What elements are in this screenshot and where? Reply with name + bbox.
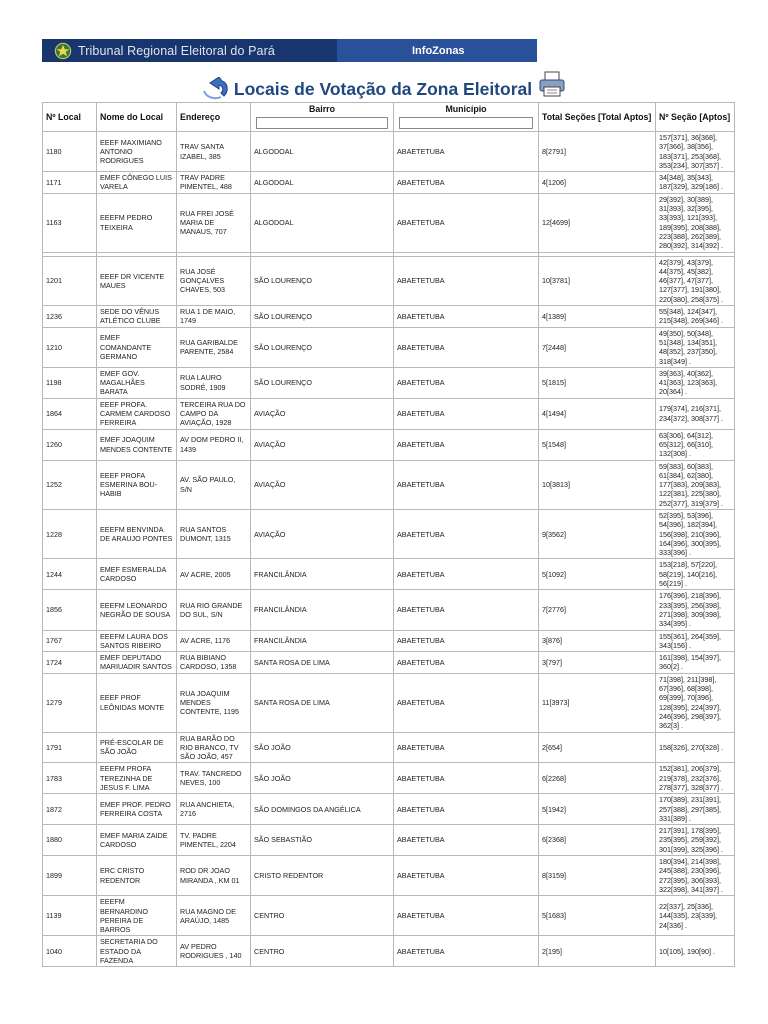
cell-municipio: ABAETETUBA (394, 763, 539, 794)
cell-bairro: SÃO LOURENÇO (251, 256, 394, 305)
cell-total: 4[1389] (539, 306, 656, 328)
cell-municipio: ABAETETUBA (394, 193, 539, 252)
cell-municipio: ABAETETUBA (394, 460, 539, 509)
cell-local: 1260 (43, 429, 97, 460)
infozonas-tab[interactable]: InfoZonas (337, 39, 537, 62)
cell-secao: 157[371], 36[368], 37[366], 38[356], 183[371], 253[368], 353[234], 307[357] . (656, 132, 735, 172)
cell-bairro: AVIAÇÃO (251, 429, 394, 460)
cell-endereco: TRAV. TANCREDO NEVES, 100 (177, 763, 251, 794)
table-row (43, 429, 735, 460)
cell-bairro: FRANCILÂNDIA (251, 559, 394, 590)
cell-bairro: ALGODOAL (251, 132, 394, 172)
page-heading (0, 72, 768, 106)
cell-total: 5[1942] (539, 794, 656, 825)
cell-nome: EMEF JOAQUIM MENDES CONTENTE (97, 429, 177, 460)
cell-bairro: AVIAÇÃO (251, 460, 394, 509)
cell-municipio: ABAETETUBA (394, 559, 539, 590)
cell-local: 1724 (43, 652, 97, 674)
cell-endereco: AV. SÃO PAULO, S/N (177, 460, 251, 509)
cell-secao: 29[392], 30[389], 31[393], 32[395], 33[393], 121[393], 189[395], 208[388], 223[388], 262[389], 280[392], 314[392] . (656, 193, 735, 252)
cell-municipio: ABAETETUBA (394, 896, 539, 936)
table-row (43, 630, 735, 652)
table-row (43, 256, 735, 305)
cell-endereco: RUA BARÃO DO RIO BRANCO, TV SÃO JOÃO, 457 (177, 732, 251, 763)
cell-municipio: ABAETETUBA (394, 856, 539, 896)
cell-total: 10[3813] (539, 460, 656, 509)
cell-bairro: CRISTO REDENTOR (251, 856, 394, 896)
cell-local: 1244 (43, 559, 97, 590)
cell-bairro: SANTA ROSA DE LIMA (251, 652, 394, 674)
table-row (43, 460, 735, 509)
cell-bairro: SANTA ROSA DE LIMA (251, 673, 394, 732)
cell-local: 1880 (43, 825, 97, 856)
cell-municipio: ABAETETUBA (394, 306, 539, 328)
cell-nome: SECRETARIA DO ESTADO DA FAZENDA (97, 936, 177, 967)
cell-secao: 49[350], 50[348], 51[348], 134[351], 48[352], 237[350], 318[349] . (656, 327, 735, 367)
cell-endereco: AV ACRE, 2005 (177, 559, 251, 590)
cell-local: 1791 (43, 732, 97, 763)
table-header-row (43, 103, 735, 132)
table-row (43, 172, 735, 194)
cell-municipio: ABAETETUBA (394, 509, 539, 558)
cell-endereco: RUA RIO GRANDE DO SUL, S/N (177, 590, 251, 630)
cell-secao: 34[348], 35[343], 187[329], 329[186] . (656, 172, 735, 194)
municipio-filter-input[interactable] (399, 117, 533, 129)
table-row (43, 896, 735, 936)
header-total[interactable]: Total Seções [Total Aptos] (539, 103, 656, 132)
cell-municipio: ABAETETUBA (394, 132, 539, 172)
table-row (43, 794, 735, 825)
cell-secao: 152[381], 206[379], 219[378], 232[376], 278[377], 328[377] . (656, 763, 735, 794)
cell-municipio: ABAETETUBA (394, 794, 539, 825)
cell-municipio: ABAETETUBA (394, 172, 539, 194)
site-banner (42, 39, 537, 62)
cell-local: 1198 (43, 367, 97, 398)
cell-total: 10[3781] (539, 256, 656, 305)
header-secao[interactable]: Nº Seção [Aptos] (656, 103, 735, 132)
cell-local: 1767 (43, 630, 97, 652)
cell-total: 5[1548] (539, 429, 656, 460)
cell-local: 1899 (43, 856, 97, 896)
cell-total: 5[1092] (539, 559, 656, 590)
cell-secao: 63[306], 64[312], 65[312], 66[310], 132[308] . (656, 429, 735, 460)
cell-total: 2[195] (539, 936, 656, 967)
coat-of-arms-icon (54, 42, 72, 60)
cell-secao: 176[396], 218[396], 233[395], 256[398], 271[398], 309[398], 334[395] . (656, 590, 735, 630)
cell-nome: PRÉ-ESCOLAR DE SÃO JOÃO (97, 732, 177, 763)
cell-secao: 42[379], 43[379], 44[375], 45[382], 46[377], 47[377], 127[377], 191[380], 220[380], 258[375] . (656, 256, 735, 305)
cell-total: 9[3562] (539, 509, 656, 558)
cell-local: 1201 (43, 256, 97, 305)
cell-bairro: AVIAÇÃO (251, 398, 394, 429)
cell-municipio: ABAETETUBA (394, 256, 539, 305)
cell-bairro: SÃO LOURENÇO (251, 306, 394, 328)
cell-endereco: RUA FREI JOSÉ MARIA DE MANAUS, 707 (177, 193, 251, 252)
cell-secao: 158[326], 270[328] . (656, 732, 735, 763)
cell-nome: EEEF PROFA. CARMEM CARDOSO FERREIRA (97, 398, 177, 429)
cell-municipio: ABAETETUBA (394, 673, 539, 732)
header-endereco[interactable]: Endereço (177, 103, 251, 132)
header-nome[interactable]: Nome do Local (97, 103, 177, 132)
cell-municipio: ABAETETUBA (394, 732, 539, 763)
cell-municipio: ABAETETUBA (394, 429, 539, 460)
cell-local: 1228 (43, 509, 97, 558)
cell-nome: EEEF PROFA ESMERINA BOU-HABIB (97, 460, 177, 509)
cell-endereco: RUA ANCHIETA, 2716 (177, 794, 251, 825)
cell-bairro: SÃO JOÃO (251, 732, 394, 763)
cell-local: 1180 (43, 132, 97, 172)
cell-total: 12[4699] (539, 193, 656, 252)
table-row (43, 398, 735, 429)
table-row (43, 763, 735, 794)
cell-secao: 71[398], 211[398], 67[396], 68[398], 69[399], 70[396], 128[395], 224[397], 246[396], 298[397], 362[3] . (656, 673, 735, 732)
cell-nome: EMEF GOV. MAGALHÃES BARATA (97, 367, 177, 398)
cell-total: 8[3159] (539, 856, 656, 896)
cell-secao: 153[218], 57[220], 58[219], 140[216], 56[219] . (656, 559, 735, 590)
cell-nome: EMEF MARIA ZAIDE CARDOSO (97, 825, 177, 856)
cell-endereco: RUA JOAQUIM MENDES CONTENTE, 1195 (177, 673, 251, 732)
cell-secao: 155[361], 264[359], 343[156] . (656, 630, 735, 652)
cell-secao: 161[398], 154[397], 360[2] . (656, 652, 735, 674)
table-row (43, 825, 735, 856)
cell-local: 1279 (43, 673, 97, 732)
cell-nome: EEEF PROF LEÔNIDAS MONTE (97, 673, 177, 732)
cell-municipio: ABAETETUBA (394, 630, 539, 652)
cell-secao: 10[105], 190[90] . (656, 936, 735, 967)
table-row (43, 132, 735, 172)
table-row (43, 652, 735, 674)
cell-municipio: ABAETETUBA (394, 652, 539, 674)
cell-endereco: RUA MAGNO DE ARAÚJO, 1485 (177, 896, 251, 936)
table-row (43, 936, 735, 967)
cell-endereco: RUA LAURO SODRÉ, 1909 (177, 367, 251, 398)
cell-nome: EEEFM BERNARDINO PEREIRA DE BARROS (97, 896, 177, 936)
cell-endereco: TRAV PADRE PIMENTEL, 488 (177, 172, 251, 194)
cell-bairro: CENTRO (251, 896, 394, 936)
table-row (43, 306, 735, 328)
cell-nome: EMEF DEPUTADO MARIUADIR SANTOS (97, 652, 177, 674)
cell-municipio: ABAETETUBA (394, 825, 539, 856)
header-municipio (394, 103, 539, 132)
cell-secao: 55[348], 124[347], 215[348], 269[346] . (656, 306, 735, 328)
cell-nome: EMEF CÔNEGO LUIS VARELA (97, 172, 177, 194)
cell-total: 4[1206] (539, 172, 656, 194)
table-row (43, 559, 735, 590)
cell-total: 3[797] (539, 652, 656, 674)
table-body (43, 132, 735, 967)
cell-endereco: AV ACRE, 1176 (177, 630, 251, 652)
cell-total: 2[654] (539, 732, 656, 763)
cell-local: 1872 (43, 794, 97, 825)
cell-total: 7[2448] (539, 327, 656, 367)
cell-endereco: RUA BIBIANO CARDOSO, 1358 (177, 652, 251, 674)
cell-bairro: SÃO JOÃO (251, 763, 394, 794)
cell-nome: EEEFM BENVINDA DE ARAUJO PONTES (97, 509, 177, 558)
cell-endereco: RUA SANTOS DUMONT, 1315 (177, 509, 251, 558)
cell-endereco: RUA JOSÉ GONÇALVES CHAVES, 503 (177, 256, 251, 305)
cell-local: 1171 (43, 172, 97, 194)
table-row (43, 732, 735, 763)
cell-local: 1210 (43, 327, 97, 367)
cell-nome: SEDE DO VÊNUS ATLÉTICO CLUBE (97, 306, 177, 328)
cell-secao: 39[363], 40[362], 41[363], 123[363], 20[364] . (656, 367, 735, 398)
cell-endereco: RUA GARIBALDE PARENTE, 2584 (177, 327, 251, 367)
cell-nome: ERC CRISTO REDENTOR (97, 856, 177, 896)
cell-bairro: AVIAÇÃO (251, 509, 394, 558)
cell-total: 4[1494] (539, 398, 656, 429)
cell-endereco: AV DOM PEDRO II, 1439 (177, 429, 251, 460)
cell-nome: EEEFM LEONARDO NEGRÃO DE SOUSA (97, 590, 177, 630)
cell-total: 6[2368] (539, 825, 656, 856)
cell-total: 5[1815] (539, 367, 656, 398)
cell-bairro: ALGODOAL (251, 193, 394, 252)
cell-secao: 179[374], 216[371], 234[372], 308[377] . (656, 398, 735, 429)
cell-secao: 52[395], 53[396], 54[396], 182[394], 156[398], 210[396], 164[396], 300[395], 333[396] . (656, 509, 735, 558)
cell-local: 1139 (43, 896, 97, 936)
back-arrow-icon[interactable] (202, 77, 230, 101)
cell-total: 7[2776] (539, 590, 656, 630)
cell-bairro: SÃO SEBASTIÃO (251, 825, 394, 856)
bairro-filter-input[interactable] (256, 117, 388, 129)
header-municipio-label[interactable]: Município (445, 104, 487, 114)
cell-local: 1783 (43, 763, 97, 794)
table-row (43, 590, 735, 630)
cell-total: 11[3973] (539, 673, 656, 732)
cell-municipio: ABAETETUBA (394, 398, 539, 429)
cell-local: 1864 (43, 398, 97, 429)
printer-icon[interactable] (538, 70, 566, 98)
cell-endereco: TRAV SANTA IZABEL, 385 (177, 132, 251, 172)
cell-secao: 180[394], 214[398], 245[388], 230[396], 272[395], 306[393], 322[398], 341[397] . (656, 856, 735, 896)
cell-total: 8[2791] (539, 132, 656, 172)
cell-endereco: TERCEIRA RUA DO CAMPO DA AVIAÇÃO, 1928 (177, 398, 251, 429)
banner-title: Tribunal Regional Eleitoral do Pará (78, 43, 275, 58)
cell-nome: EMEF COMANDANTE GERMANO (97, 327, 177, 367)
table-row (43, 193, 735, 252)
cell-bairro: ALGODOAL (251, 172, 394, 194)
cell-endereco: TV. PADRE PIMENTEL, 2204 (177, 825, 251, 856)
cell-secao: 170[389], 231[391], 257[388], 297[385], 331[389] . (656, 794, 735, 825)
cell-nome: EEEF MAXIMIANO ANTONIO RODRIGUES (97, 132, 177, 172)
header-bairro (251, 103, 394, 132)
cell-secao: 22[337], 25[336], 144[335], 23[339], 24[336] . (656, 896, 735, 936)
cell-nome: EEEFM LAURA DOS SANTOS RIBEIRO (97, 630, 177, 652)
cell-bairro: FRANCILÂNDIA (251, 590, 394, 630)
table-row (43, 673, 735, 732)
cell-endereco: AV PEDRO RODRIGUES , 140 (177, 936, 251, 967)
cell-bairro: CENTRO (251, 936, 394, 967)
header-local[interactable]: Nº Local (43, 103, 97, 132)
cell-total: 5[1683] (539, 896, 656, 936)
cell-local: 1040 (43, 936, 97, 967)
cell-municipio: ABAETETUBA (394, 327, 539, 367)
cell-nome: EMEF ESMERALDA CARDOSO (97, 559, 177, 590)
cell-endereco: RUA 1 DE MAIO, 1749 (177, 306, 251, 328)
cell-municipio: ABAETETUBA (394, 367, 539, 398)
cell-local: 1236 (43, 306, 97, 328)
cell-local: 1163 (43, 193, 97, 252)
table-row (43, 367, 735, 398)
cell-nome: EEEF DR VICENTE MAUES (97, 256, 177, 305)
cell-local: 1252 (43, 460, 97, 509)
header-bairro-label[interactable]: Bairro (309, 104, 335, 114)
cell-secao: 217[391], 178[395], 235[395], 259[392], 301[399], 325[396] . (656, 825, 735, 856)
voting-locations-table (42, 102, 735, 967)
page-title: Locais de Votação da Zona Eleitoral (233, 78, 533, 99)
cell-nome: EMEF PROF. PEDRO FERREIRA COSTA (97, 794, 177, 825)
cell-municipio: ABAETETUBA (394, 936, 539, 967)
table-row (43, 509, 735, 558)
cell-local: 1856 (43, 590, 97, 630)
table-row (43, 327, 735, 367)
cell-bairro: SÃO LOURENÇO (251, 367, 394, 398)
cell-total: 6[2268] (539, 763, 656, 794)
cell-bairro: SÃO DOMINGOS DA ANGÉLICA (251, 794, 394, 825)
cell-bairro: SÃO LOURENÇO (251, 327, 394, 367)
cell-nome: EEEFM PROFA TEREZINHA DE JESUS F. LIMA (97, 763, 177, 794)
cell-secao: 59[383], 60[383], 61[384], 62[380], 177[383], 209[383], 122[381], 225[380], 252[377], 319[379] . (656, 460, 735, 509)
cell-endereco: ROD DR JOAO MIRANDA , KM 01 (177, 856, 251, 896)
cell-municipio: ABAETETUBA (394, 590, 539, 630)
table-row (43, 856, 735, 896)
cell-total: 3[876] (539, 630, 656, 652)
cell-nome: EEEFM PEDRO TEIXEIRA (97, 193, 177, 252)
cell-bairro: FRANCILÂNDIA (251, 630, 394, 652)
